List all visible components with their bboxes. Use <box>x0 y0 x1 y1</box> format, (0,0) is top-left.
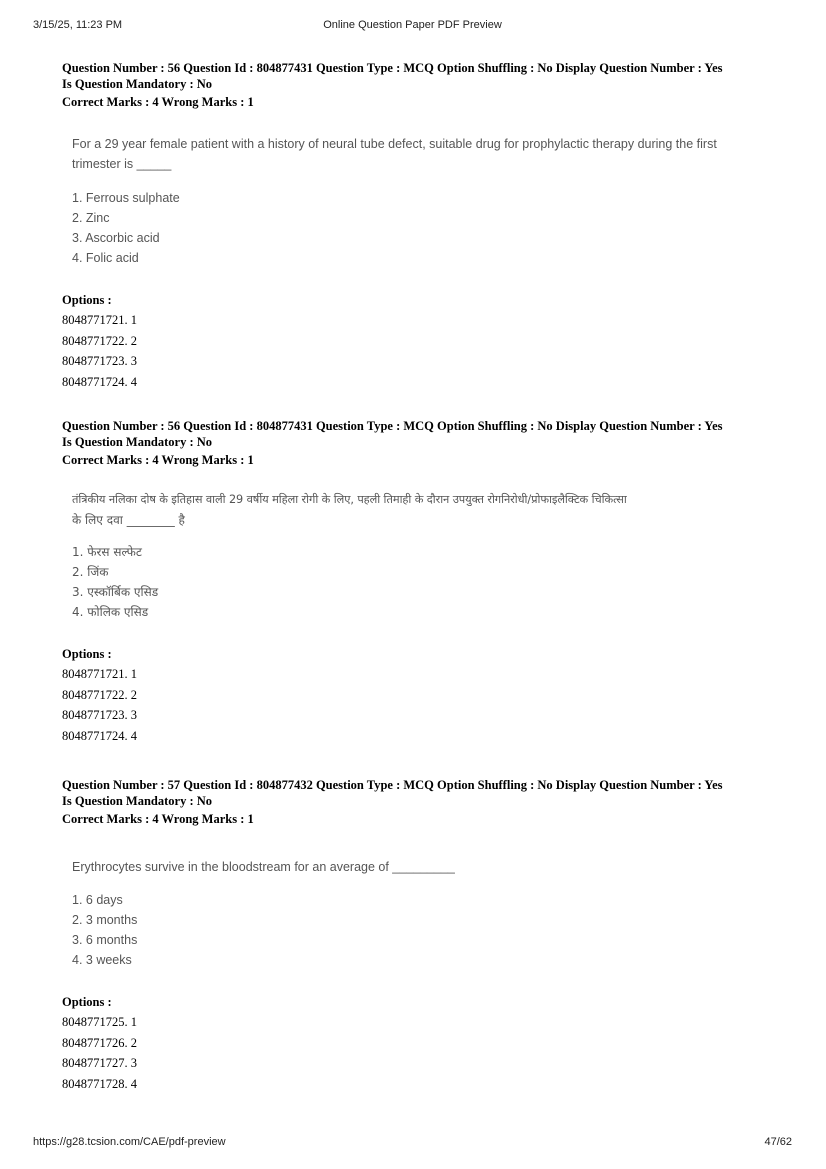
question-choices <box>72 890 777 970</box>
question-meta: Question Number : 56 Question Id : 804877431 Question Type : MCQ Option Shuffling : No Display Question Number : Yes <box>62 61 723 75</box>
question-choice: 3. एस्कॉर्बिक एसिड <box>72 585 159 599</box>
question-image <box>72 134 777 268</box>
option-row: 8048771721. 1 <box>62 313 137 327</box>
question-choice: 2. जिंक <box>72 565 109 579</box>
options-label: Options : <box>62 293 112 307</box>
option-row: 8048771727. 3 <box>62 1056 137 1070</box>
option-row: 8048771724. 4 <box>62 374 137 389</box>
question-block-1 <box>62 60 782 392</box>
question-text-line: के लिए दवा ________ है <box>72 513 185 527</box>
question-marks: Correct Marks : 4 Wrong Marks : 1 <box>62 453 254 467</box>
options-list <box>62 992 782 1094</box>
page-number: 47/62 <box>764 1136 792 1148</box>
print-header <box>33 19 792 35</box>
question-choice: 2. Zinc <box>72 211 110 225</box>
question-marks: Correct Marks : 4 Wrong Marks : 1 <box>62 812 254 826</box>
question-mandatory: Is Question Mandatory : No <box>62 794 213 808</box>
question-choice: 1. 6 days <box>72 893 123 907</box>
option-row: 8048771722. 2 <box>62 687 137 702</box>
question-choice: 4. 3 weeks <box>72 953 132 967</box>
option-row: 8048771722. 2 <box>62 333 137 348</box>
option-row: 8048771725. 1 <box>62 1015 137 1029</box>
question-text-line: trimester is _____ <box>72 157 172 171</box>
option-row: 8048771721. 1 <box>62 667 137 681</box>
question-marks: Correct Marks : 4 Wrong Marks : 1 <box>62 95 254 109</box>
question-choice: 3. 6 months <box>72 933 138 947</box>
option-row: 8048771724. 4 <box>62 728 137 743</box>
print-title: Online Question Paper PDF Preview <box>323 19 502 31</box>
options-label: Options : <box>62 647 112 661</box>
question-choice: 3. Ascorbic acid <box>72 231 160 245</box>
option-row: 8048771723. 3 <box>62 708 137 722</box>
options-list <box>62 644 782 746</box>
question-choice: 1. Ferrous sulphate <box>72 191 180 205</box>
question-meta: Question Number : 57 Question Id : 804877432 Question Type : MCQ Option Shuffling : No Display Question Number : Yes <box>62 778 723 792</box>
question-mandatory: Is Question Mandatory : No <box>62 435 213 449</box>
print-footer <box>33 1136 792 1152</box>
print-url: https://g28.tcsion.com/CAE/pdf-preview <box>33 1136 226 1148</box>
option-row: 8048771726. 2 <box>62 1035 137 1050</box>
question-choice: 2. 3 months <box>72 913 138 927</box>
question-block-3 <box>62 777 782 1094</box>
question-mandatory: Is Question Mandatory : No <box>62 77 213 91</box>
question-text-line: For a 29 year female patient with a history of neural tube defect, suitable drug for prophylactic therapy during the first <box>72 137 717 151</box>
question-image <box>72 490 777 622</box>
question-choice: 4. फोलिक एसिड <box>72 605 149 619</box>
question-choices <box>72 542 777 622</box>
question-choices <box>72 188 777 268</box>
question-text-line: Erythrocytes survive in the bloodstream for an average of _________ <box>72 860 455 874</box>
question-meta: Question Number : 56 Question Id : 804877431 Question Type : MCQ Option Shuffling : No Display Question Number : Yes <box>62 419 723 433</box>
question-choice: 4. Folic acid <box>72 251 139 265</box>
options-list <box>62 290 782 392</box>
question-image <box>72 857 777 970</box>
print-datetime: 3/15/25, 11:23 PM <box>33 19 123 31</box>
option-row: 8048771723. 3 <box>62 354 137 368</box>
question-block-2 <box>62 418 782 746</box>
question-choice: 1. फेरस सल्फेट <box>72 545 142 559</box>
option-row: 8048771728. 4 <box>62 1076 137 1091</box>
question-text-line: तंत्रिकीय नलिका दोष के इतिहास वाली 29 वर्षीय महिला रोगी के लिए, पहली तिमाही के दौरान उपयुक्त रोगनिरोधी/प्रोफाइलैक्टिक चिकित्सा <box>72 493 627 506</box>
options-label: Options : <box>62 995 112 1009</box>
